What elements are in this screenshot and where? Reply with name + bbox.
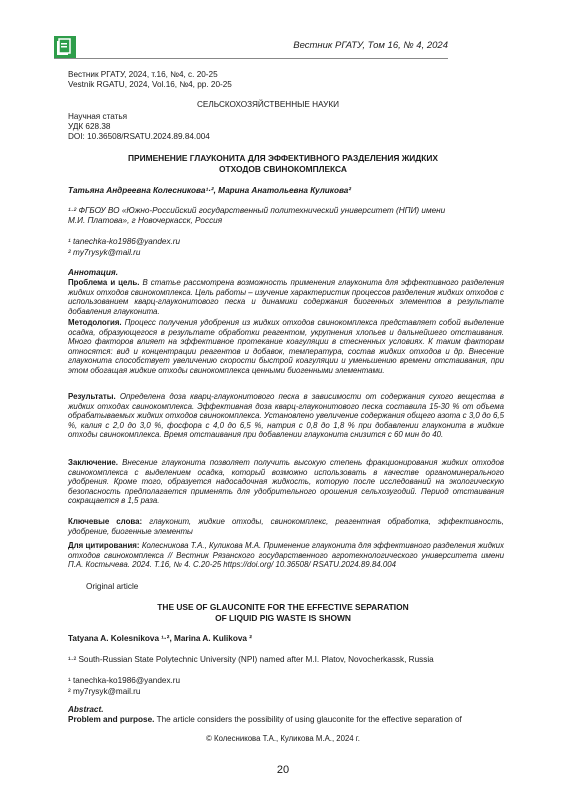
article-type-ru: Научная статья (68, 112, 128, 121)
method-label: Методология. (68, 318, 122, 327)
citation-text: Колесникова Т.А., Куликова М.А. Применение глауконита для эффективного разделения жидких отходов свинокомплекса // Вестник Рязанского государственного агротехнологического университета имени П.А. Костычева. 2024. Т.16, № 4. С.20-25 https://doi.org/ 10.36508/ RSATU.2024.89.84.004 (68, 541, 504, 570)
title-en-line1: THE USE OF GLAUCONITE FOR THE EFFECTIVE SEPARATION (157, 602, 409, 612)
abstract-problem-label: Problem and purpose. (68, 715, 155, 724)
header-rule (54, 58, 448, 59)
abstract-label: Abstract. (68, 705, 104, 714)
affiliation-ru-line1: ¹·² ФГБОУ ВО «Южно-Российский государственный политехнический университет (НПИ) имени (68, 206, 446, 215)
authors-en: Tatyana A. Kolesnikova ¹·², Marina A. Kulikova ² (68, 634, 252, 643)
email-ru-1: ¹ tanechka-ko1986@yandex.ru (68, 237, 181, 246)
abstract-problem (68, 715, 462, 725)
article-type-en: Original article (86, 582, 139, 591)
email-en-2: ² my7rysyk@mail.ru (68, 687, 141, 696)
citation-en: Vestnik RGATU, 2024, Vol.16, №4, pp. 20-25 (68, 80, 232, 89)
doi: DOI: 10.36508/RSATU.2024.89.84.004 (68, 132, 210, 141)
title-ru-line1: ПРИМЕНЕНИЕ ГЛАУКОНИТА ДЛЯ ЭФФЕКТИВНОГО РАЗДЕЛЕНИЯ ЖИДКИХ (127, 153, 438, 163)
title-en-line2: OF LIQUID PIG WASTE IS SHOWN (215, 613, 351, 623)
affiliation-ru-line2: М.И. Платова», г Новочеркасск, Россия (68, 216, 223, 225)
email-ru-2: ² my7rysyk@mail.ru (68, 248, 141, 257)
problem-text: В статье рассмотрена возможность применения глауконита для эффективного разделения жидких отходов свинокомплекса. Цель работы – изучение характеристик процессов разделения жидких отходов с использованием кварц-глауконитового песка и динамики содержания биогенных элементов в результате добавления глауконита. (68, 278, 504, 316)
abstract-problem-text: The article considers the possibility of using glauconite for the effective separation of (156, 715, 462, 724)
email-en-1: ¹ tanechka-ko1986@yandex.ru (68, 676, 181, 685)
journal-header: Вестник РГАТУ, Том 16, № 4, 2024 (293, 40, 448, 51)
keywords-text: глауконит, жидкие отходы, свинокомплекс, реагентная обработка, эффективность, удобрение, биогенные элементы (68, 517, 504, 536)
annotation-method (68, 318, 504, 376)
annotation-label: Аннотация. (68, 268, 119, 277)
authors-ru: Татьяна Андреевна Колесникова¹·², Марина Анатольевна Куликова² (68, 186, 352, 195)
problem-label: Проблема и цель. (68, 278, 140, 287)
copyright: © Колесникова Т.А., Куликова М.А., 2024 г. (206, 734, 360, 743)
annotation-results (68, 392, 504, 440)
affiliation-en: ¹·² South-Russian State Polytechnic University (NPI) named after M.I. Platov, Novocherkassk, Russia (68, 655, 434, 664)
annotation-problem (68, 278, 504, 316)
conclusion-text: Внесение глауконита позволяет получить высокую степень фракционирования жидких отходов свинокомплекса с выделением осадка, который возможно использовать в качестве органоминерального удобрения. Кроме того, образуется надосадочная жидкость, которую после исследований на экологическую безопасность предполагается применять для удобрительного орошения сельхозугодий. Период отстаивания сокращается в 1,5 раза. (68, 458, 504, 506)
citation-block (68, 541, 504, 570)
results-text: Определена доза кварц-глауконитового песка в зависимости от содержания сухого вещества в жидких отходах свинокомплекса. Эффективная доза кварц-глауконитового песка составила 15-30 % от объема обрабатываемых жидких отходов свинокомплекса. Установлено увеличение содержания общего азота с 3,0 до 6,5 %, калия с 2,0 до 3,0 %, фосфора с 4,0 до 6,5 %, натрия с 0,8 до 1,8 % при добавлении глауконита в жидкие отходы свинокомплекса. Время отстаивания при добавлении глауконита снизится с 60 мин до 40. (68, 392, 504, 440)
section-heading: СЕЛЬСКОХОЗЯЙСТВЕННЫЕ НАУКИ (197, 100, 339, 109)
citation-ru: Вестник РГАТУ, 2024, т.16, №4, с. 20-25 (68, 70, 218, 79)
results-label: Результаты. (68, 392, 116, 401)
page-number: 20 (276, 764, 290, 776)
udc: УДК 628.38 (68, 122, 111, 131)
title-ru-line2: ОТХОДОВ СВИНОКОМПЛЕКСА (219, 164, 347, 174)
keywords-label: Ключевые слова: (68, 517, 143, 526)
conclusion-label: Заключение. (68, 458, 118, 467)
annotation-conclusion (68, 458, 504, 506)
keywords (68, 517, 504, 536)
journal-logo-icon (54, 36, 76, 58)
method-text: Процесс получения удобрения из жидких отходов свинокомплекса представляет собой выделение осадка, образующегося в результате обработки реагентом, укрупнения хлопьев и дальнейшего отстаивания. Много факторов влияет на эффективное протекание коагуляции в стесненных условиях. К таким факторам относятся: вид и концентрации реагентов и добавок, температура, состав жидких отходов и др. Внесение глауконита способствует увеличению скорости быстрой коагуляции и уменьшению времени отстаивания, при этом обогащая жидкие отходы свинокомплекса ценными биогенными элементами. (68, 318, 504, 375)
citation-label: Для цитирования: (68, 541, 140, 550)
